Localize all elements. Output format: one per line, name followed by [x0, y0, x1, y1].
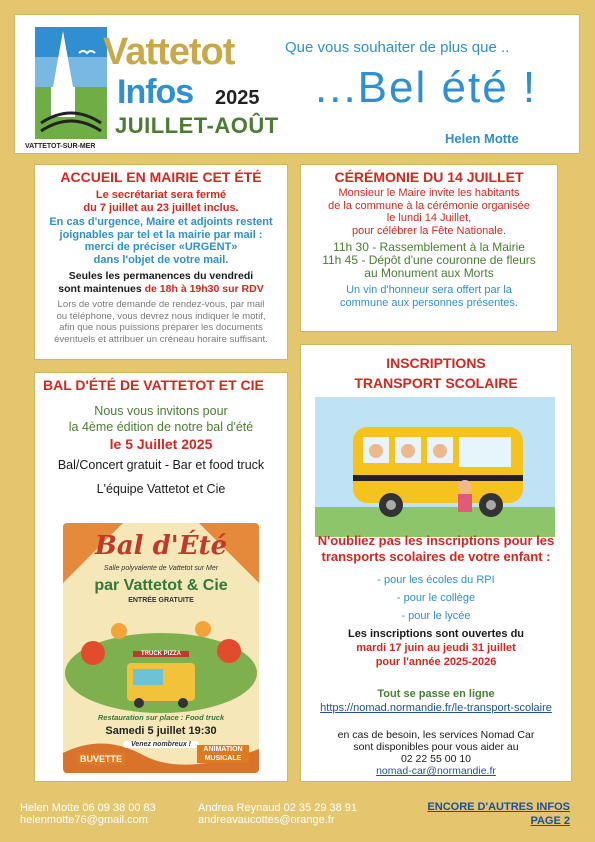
urgent-line-3: merci de préciser «URGENT»: [84, 241, 238, 253]
contact-helen-phone: Helen Motte 06 09 38 00 83: [20, 802, 156, 814]
transport-title-1: INSCRIPTIONS: [386, 355, 486, 371]
poster-free-entry: ENTRÉE GRATUITE: [128, 597, 194, 604]
school-item-lycee: - pour le lycée: [401, 610, 471, 622]
poster-datetime: Samedi 5 juillet 19:30: [105, 725, 217, 737]
village-logo: [35, 27, 107, 139]
transport-section: [300, 344, 572, 782]
bal-invite-2: la 4ème édition de notre bal d'été: [68, 420, 254, 434]
poster-organizer: par Vattetot & Cie: [94, 577, 228, 594]
masthead-year: 2025: [215, 87, 260, 109]
urgent-line-4: dans l'objet de votre mail.: [93, 253, 229, 266]
hero-title: ...Bel été !: [315, 63, 538, 112]
poster-animation: ANIMATION MUSICALE: [197, 745, 249, 763]
bal-date: le 5 Juillet 2025: [109, 436, 213, 452]
masthead-period: JUILLET-AOÛT: [115, 113, 279, 138]
program-item-1: 11h 30 - Rassemblement à la Mairie: [333, 240, 525, 254]
online-line: Tout se passe en ligne: [377, 688, 495, 700]
more-info-line-1: ENCORE D'AUTRES INFOS: [427, 801, 570, 813]
note-line-3: afin que nous puissions préparer les documents: [59, 322, 263, 333]
masthead-title: Vattetot: [103, 31, 235, 73]
help-line-1: en cas de besoin, les services Nomad Car: [337, 729, 535, 741]
poster-truck-sign: TRUCK PIZZA: [133, 651, 189, 657]
remind-line-1: N'oubliez pas les inscriptions pour les: [317, 533, 555, 548]
note-line-1: Lors de votre demande de rendez-vous, par mail: [57, 299, 265, 310]
bal-section: [34, 372, 288, 782]
header-banner: [14, 14, 580, 154]
bal-info-2: L'équipe Vattetot et Cie: [96, 482, 226, 496]
closed-line-1: Le secrétariat sera fermé: [95, 189, 227, 201]
wine-line-2: commune aux personnes présentes.: [340, 296, 518, 309]
open-line-2: mardi 17 juin au jeudi 31 juillet: [356, 642, 516, 654]
school-item-rpi: - pour les écoles du RPI: [377, 574, 495, 586]
tagline: Que vous souhaiter de plus que ..: [285, 39, 510, 56]
wine-line-1: Un vin d'honneur sera offert par la: [346, 284, 512, 296]
bal-info-1: Bal/Concert gratuit - Bar et food truck: [57, 458, 265, 472]
masthead-subtitle: Infos: [117, 73, 194, 111]
mairie-section: [34, 164, 288, 360]
closed-line-2: du 7 juillet au 23 juillet inclus.: [83, 201, 239, 214]
bal-invite-1: Nous vous invitons pour: [94, 404, 228, 418]
bal-poster: [63, 523, 259, 773]
help-phone: 02 22 55 00 10: [400, 753, 472, 765]
poster-venue: Salle polyvalente de Vattetot sur Mer: [103, 565, 219, 572]
friday-hours: de 18h à 19h30 sur RDV: [144, 282, 264, 295]
poster-buvette: BUVETTE: [77, 753, 125, 765]
ceremonie-title: CÉRÉMONIE DU 14 JUILLET: [334, 169, 524, 185]
school-item-college: - pour le collège: [396, 592, 476, 604]
school-bus-illustration: [315, 397, 555, 537]
ceremonie-section: [300, 164, 558, 332]
help-email-link[interactable]: nomad-car@normandie.fr: [376, 765, 496, 777]
poster-title: Bal d'Été: [94, 531, 228, 561]
ceremonie-text-4: pour célébrer la Fête Nationale.: [351, 224, 507, 237]
open-line-1: Les inscriptions sont ouvertes du: [347, 628, 525, 640]
ceremonie-text-3: le lundi 14 Juillet,: [386, 212, 472, 224]
logo-caption: VATTETOT-SUR-MER: [25, 143, 96, 150]
note-line-2: ou téléphone, vous devrez nous indiquer le motif,: [56, 310, 266, 322]
friday-line-1: Seules les permanences du vendredi: [68, 270, 254, 282]
program-item-2b: au Monument aux Morts: [364, 266, 494, 280]
footer: [0, 794, 595, 842]
friday-line-2: sont maintenues: [58, 282, 142, 295]
open-line-3: pour l'année 2025-2026: [375, 656, 497, 668]
note-line-4: éventuels et attribuer un créneau horaire suffisant.: [54, 333, 268, 345]
urgent-line-2: joignables par tel et la mairie par mail :: [59, 228, 263, 241]
bal-title: BAL D'ÉTÉ DE VATTETOT ET CIE: [43, 377, 264, 393]
transport-title-2: TRANSPORT SCOLAIRE: [354, 375, 518, 391]
mairie-title: ACCUEIL EN MAIRIE CET ÉTÉ: [60, 169, 262, 185]
ceremonie-text-2: de la commune à la cérémonie organisée: [328, 199, 530, 212]
ceremonie-text-1: Monsieur le Maire invite les habitants: [338, 187, 520, 199]
transport-link[interactable]: https://nomad.normandie.fr/le-transport-scolaire: [320, 702, 552, 714]
contact-andrea-email[interactable]: andreavaucottes@orange.fr: [198, 814, 335, 826]
poster-food: Restauration sur place : Food truck: [97, 713, 225, 722]
contact-helen-email[interactable]: helenmotte76@gmail.com: [20, 814, 148, 826]
remind-line-2: transports scolaires de votre enfant :: [321, 549, 551, 564]
program-item-2: 11h 45 - Dépôt d'une couronne de fleurs: [322, 253, 536, 267]
help-line-2: sont disponibles pour vous aider au: [353, 741, 519, 753]
urgent-line-1: En cas d'urgence, Maire et adjoints restent: [49, 216, 273, 228]
more-info-link[interactable]: [408, 800, 570, 828]
author-name: Helen Motte: [445, 131, 519, 146]
contact-andrea-phone: Andrea Reynaud 02 35 29 38 91: [198, 802, 358, 814]
more-info-line-2: PAGE 2: [530, 815, 570, 827]
poster-come: Venez nombreux !: [123, 741, 199, 748]
